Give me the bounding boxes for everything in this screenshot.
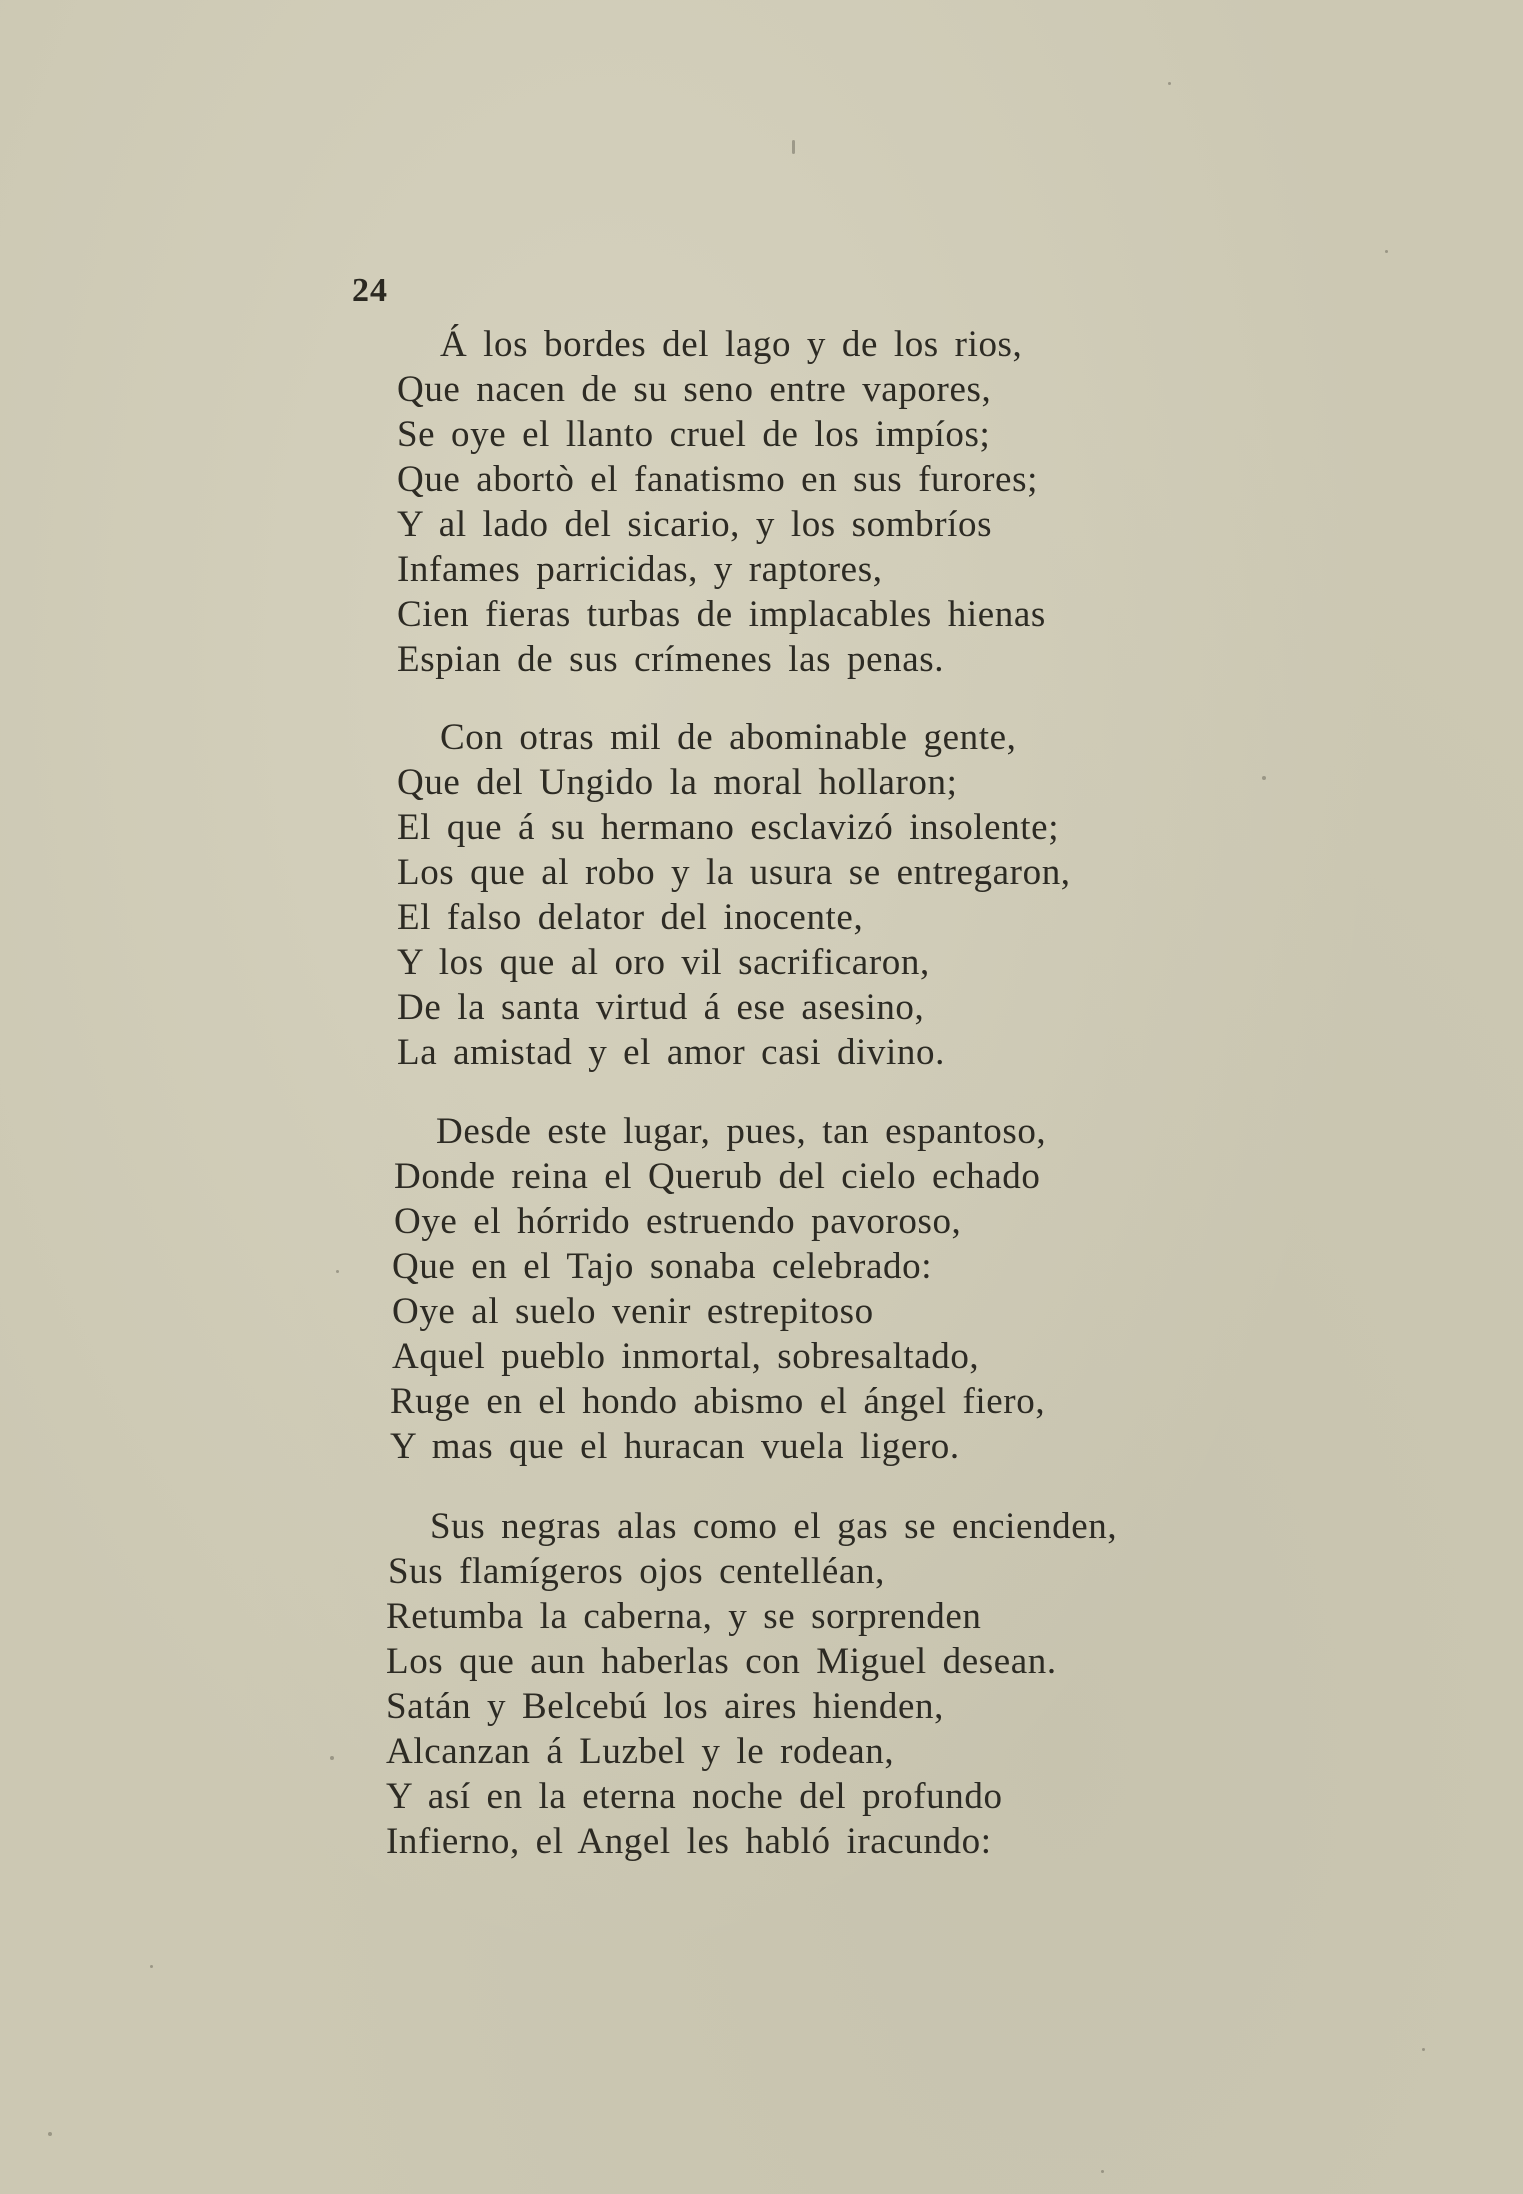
verse-line: Ruge en el hondo abismo el ángel fiero, <box>390 1381 1046 1422</box>
verse-line: Sus negras alas como el gas se encienden, <box>430 1506 1118 1547</box>
verse-line: Espian de sus crímenes las penas. <box>397 639 945 680</box>
verse-line: Á los bordes del lago y de los rios, <box>440 324 1023 365</box>
verse-line: Los que al robo y la usura se entregaron, <box>397 852 1071 893</box>
verse-line: Oye al suelo venir estrepitoso <box>392 1291 874 1332</box>
verse-line: Que nacen de su seno entre vapores, <box>397 369 992 410</box>
paper-speck <box>336 1270 339 1273</box>
verse-line: El falso delator del inocente, <box>397 897 864 938</box>
verse-line: Satán y Belcebú los aires hienden, <box>386 1686 944 1727</box>
verse-line: Y mas que el huracan vuela ligero. <box>390 1426 960 1467</box>
paper-speck <box>1101 2170 1104 2173</box>
verse-line: Los que aun haberlas con Miguel desean. <box>386 1641 1057 1682</box>
verse-line: Con otras mil de abominable gente, <box>440 717 1017 758</box>
verse-line: Que abortò el fanatismo en sus furores; <box>397 459 1038 500</box>
verse-line: Donde reina el Querub del cielo echado <box>394 1156 1041 1197</box>
paper-speck <box>1262 776 1266 780</box>
verse-line: Infierno, el Angel les habló iracundo: <box>386 1821 992 1862</box>
verse-line: Que en el Tajo sonaba celebrado: <box>392 1246 933 1287</box>
page-number: 24 <box>352 272 388 309</box>
paper-speck <box>150 1965 153 1968</box>
verse-line: Y así en la eterna noche del profundo <box>386 1776 1003 1817</box>
verse-line: Alcanzan á Luzbel y le rodean, <box>386 1731 895 1772</box>
paper-speck <box>1168 82 1171 85</box>
verse-line: Cien fieras turbas de implacables hienas <box>397 594 1046 635</box>
paper-speck <box>48 2132 52 2136</box>
verse-line: Desde este lugar, pues, tan espantoso, <box>436 1111 1047 1152</box>
verse-line: Infames parricidas, y raptores, <box>397 549 883 590</box>
paper-speck <box>1385 250 1388 253</box>
verse-line: Que del Ungido la moral hollaron; <box>397 762 958 803</box>
verse-line: Aquel pueblo inmortal, sobresaltado, <box>392 1336 980 1377</box>
verse-line: El que á su hermano esclavizó insolente; <box>397 807 1060 848</box>
verse-line: Y los que al oro vil sacrificaron, <box>397 942 930 983</box>
verse-line: Oye el hórrido estruendo pavoroso, <box>394 1201 962 1242</box>
paper-speck <box>792 140 795 154</box>
verse-line: Retumba la caberna, y se sorprenden <box>386 1596 982 1637</box>
verse-line: De la santa virtud á ese asesino, <box>397 987 925 1028</box>
verse-line: Sus flamígeros ojos centelléan, <box>388 1551 885 1592</box>
verse-line: La amistad y el amor casi divino. <box>397 1032 945 1073</box>
verse-line: Se oye el llanto cruel de los impíos; <box>397 414 991 455</box>
paper-speck <box>330 1756 334 1760</box>
paper-speck <box>1422 2048 1425 2051</box>
verse-line: Y al lado del sicario, y los sombríos <box>397 504 993 545</box>
